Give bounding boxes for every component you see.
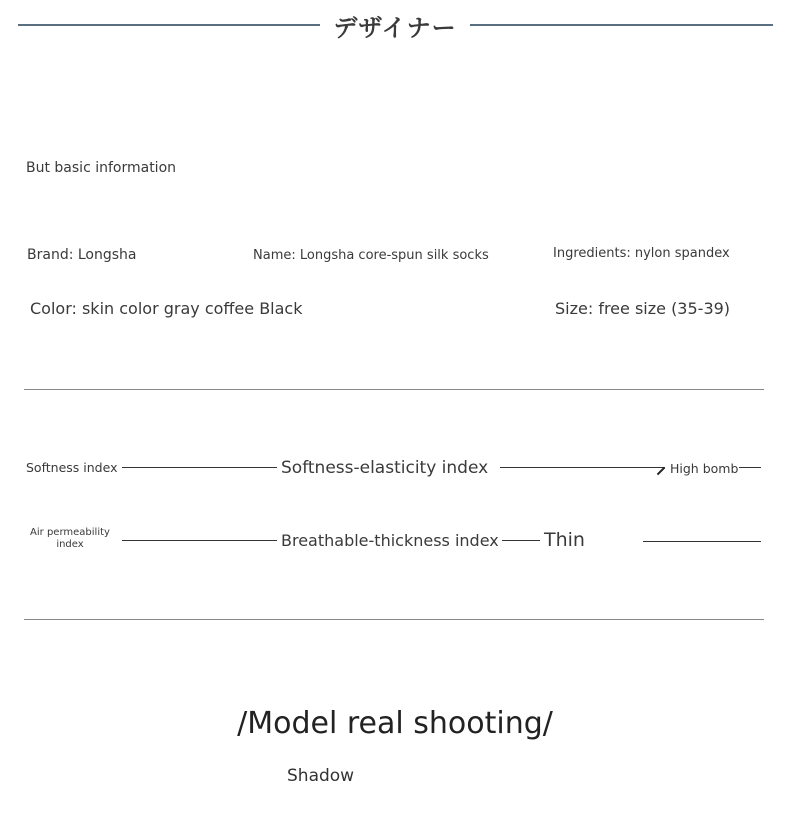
ingredients-field: Ingredients: nylon spandex: [553, 246, 730, 261]
size-field: Size: free size (35-39): [555, 299, 731, 318]
brand-field: Brand: Longsha: [27, 247, 137, 263]
softness-elasticity-label: Softness-elasticity index: [281, 458, 489, 478]
shadow-caption: Shadow: [287, 766, 355, 786]
breathable-line-right: [643, 541, 761, 542]
softness-line-left: [122, 467, 277, 468]
rating-marker-icon: [657, 467, 665, 475]
breathable-line-left: [122, 540, 277, 541]
color-field: Color: skin color gray coffee Black: [30, 299, 303, 318]
model-title: /Model real shooting/: [237, 706, 553, 741]
divider-bottom: [24, 619, 764, 620]
air-permeability-label: [24, 527, 116, 551]
header-rule-right: [470, 24, 773, 26]
thin-value: Thin: [544, 529, 585, 551]
divider-top: [24, 389, 764, 390]
air-permeability-line1: Air permeability: [30, 527, 110, 538]
air-permeability-line2: index: [56, 539, 84, 550]
softness-line-mid: [500, 467, 665, 468]
name-field: Name: Longsha core-spun silk socks: [253, 248, 489, 263]
header-rule-left: [18, 24, 320, 26]
breathable-line-mid: [502, 540, 540, 541]
high-bomb-label: High bomb: [670, 461, 739, 476]
page-title: デザイナー: [333, 13, 457, 42]
basic-info-heading: But basic information: [26, 160, 177, 176]
softness-index-label: Softness index: [26, 460, 118, 475]
softness-line-right: [739, 467, 761, 468]
breathable-thickness-label: Breathable-thickness index: [281, 531, 499, 550]
